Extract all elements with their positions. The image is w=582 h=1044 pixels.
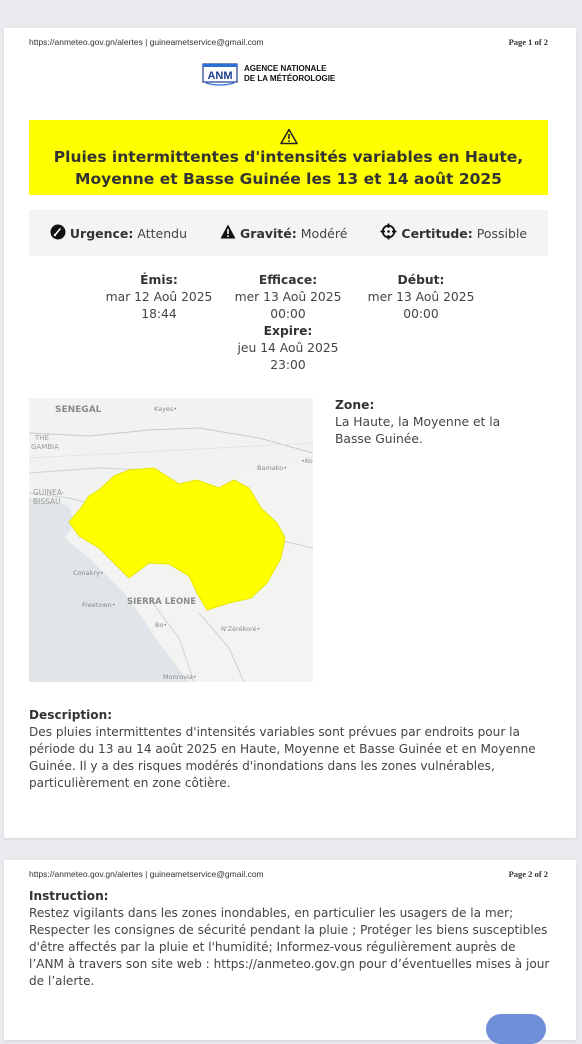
map-label-senegal: SENEGAL — [55, 405, 102, 415]
crosshair-icon — [380, 223, 397, 243]
severity-warning-icon — [220, 224, 236, 242]
map-label-gambia-1: THE — [35, 434, 49, 442]
map-label-nzerekore: N'Zérékoré• — [221, 625, 261, 633]
onset-time: 00:00 — [403, 307, 439, 321]
alert-title: Pluies intermittentes d'intensités variables en Haute, Moyenne et Basse Guinée les 13 et 14 août 2025 — [53, 148, 524, 188]
page-header — [29, 869, 548, 879]
page-header — [29, 37, 548, 47]
anm-logo-mark — [202, 61, 238, 87]
onset-block — [356, 272, 486, 323]
expires-block — [223, 323, 353, 374]
issued-block — [94, 272, 224, 323]
effective-block — [223, 272, 353, 323]
zone-value: La Haute, la Moyenne et la Basse Guinée. — [335, 415, 501, 446]
map-label-bo: Bo• — [155, 621, 168, 629]
map-label-guinea-bissau-1: GUINEA- — [33, 488, 65, 497]
urgency-value: Attendu — [137, 225, 188, 241]
map-label-guinea-bissau-2: BISSAU — [33, 497, 61, 506]
alert-zone-map — [29, 398, 313, 682]
map-label-freetown: Freetown• — [82, 601, 116, 609]
certainty-label: Certitude: — [401, 225, 473, 241]
issued-time: 18:44 — [141, 307, 177, 321]
urgency-icon — [50, 224, 66, 243]
urgency-label: Urgence: — [69, 225, 134, 241]
header-url-email[interactable]: https://anmeteo.gov.gn/alertes | guineametservice@gmail.com — [29, 869, 264, 879]
issued-date: mar 12 Aoû 2025 — [105, 290, 213, 304]
alert-banner — [29, 120, 548, 195]
onset-date: mer 13 Aoû 2025 — [367, 290, 475, 304]
pdf-page-2 — [4, 860, 576, 1040]
map-label-sierra-leone: SIERRA LEONE — [127, 597, 197, 607]
header-url-email[interactable]: https://anmeteo.gov.gn/alertes | guineametservice@gmail.com — [29, 37, 264, 47]
map-label-gambia-2: GAMBIA — [31, 443, 59, 451]
issued-label: Émis: — [140, 273, 178, 287]
description-label: Description: — [29, 708, 113, 722]
instruction-text: Restez vigilants dans les zones inondables, en particulier les usagers de la mer; Respecter les consignes de sécurité pendant la pluie ; Protéger les biens susceptibles d'être affectés par la pluie et l'humidité; Informez-vous régulièrement auprès de l’ANM à travers son site web : https://anmeteo.gov.gn pour d’éventuelles mises à jour de l’alerte. — [29, 906, 550, 988]
map-label-monrovia: Monrovia• — [163, 673, 197, 681]
page-number: Page 1 of 2 — [508, 37, 548, 47]
warning-triangle-icon — [29, 128, 548, 146]
effective-label: Efficace: — [258, 273, 318, 287]
map-label-bamako: Bamako• — [257, 464, 288, 472]
pdf-page-1 — [4, 28, 576, 838]
certainty-value: Possible — [476, 225, 528, 241]
onset-label: Début: — [397, 273, 445, 287]
certainty-item — [380, 223, 527, 243]
description-block — [29, 707, 554, 792]
severity-label: Gravité: — [240, 225, 297, 241]
expires-label: Expire: — [263, 324, 313, 338]
instruction-block — [29, 888, 554, 990]
logo-line-2: DE LA MÉTÉOROLOGIE — [244, 74, 336, 83]
svg-text:ANM: ANM — [207, 70, 233, 82]
logo-line-1: AGENCE NATIONALE — [244, 64, 327, 73]
instruction-label: Instruction: — [29, 889, 109, 903]
map-label-ko: •Ko — [301, 457, 313, 465]
effective-date: mer 13 Aoû 2025 — [234, 290, 342, 304]
anm-logo — [202, 61, 335, 87]
page-number: Page 2 of 2 — [508, 869, 548, 879]
zone-label: Zone: — [335, 398, 375, 412]
map-label-kayes: Kayes• — [154, 405, 178, 413]
floating-action-button[interactable] — [486, 1014, 546, 1044]
map-label-conakry: Conakry• — [73, 569, 104, 577]
zone-block — [335, 397, 535, 448]
anm-logo-text — [244, 64, 335, 84]
alert-meta-strip — [29, 210, 548, 256]
expires-date: jeu 14 Aoû 2025 — [237, 341, 339, 355]
severity-item — [220, 224, 347, 242]
description-text: Des pluies intermittentes d'intensités variables sont prévues par endroits pour la période du 13 au 14 août 2025 en Haute, Moyenne et Basse Guinée et en Moyenne Guinée. Il y a des risques modérés d'inondations dans les zones vulnérables, particulièrement en zone côtière. — [29, 725, 536, 790]
urgency-item — [50, 224, 187, 243]
expires-time: 23:00 — [270, 358, 306, 372]
severity-value: Modéré — [300, 225, 348, 241]
effective-time: 00:00 — [270, 307, 306, 321]
